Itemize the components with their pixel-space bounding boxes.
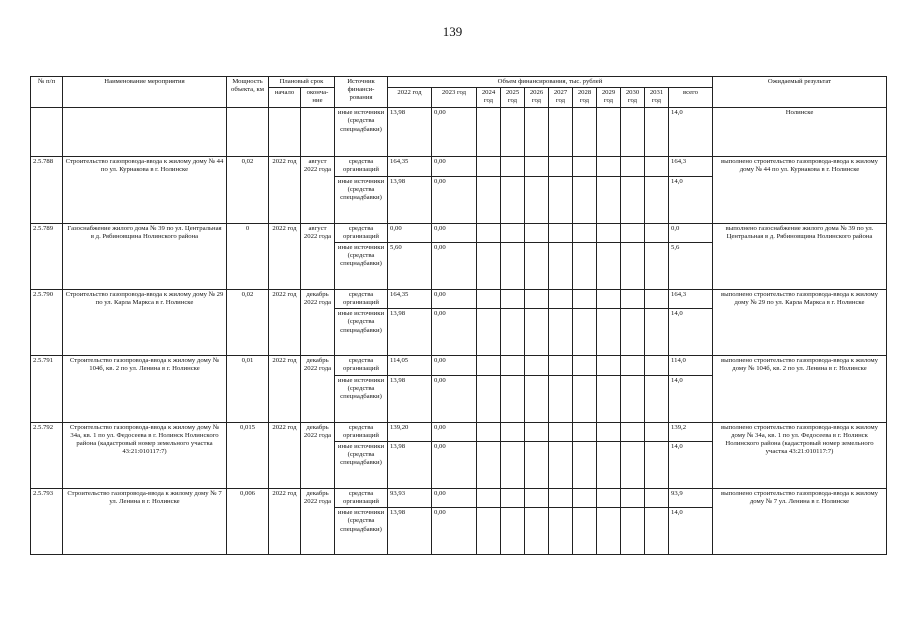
term-start: 2022 год [269, 289, 301, 355]
value-2022: 0,00 [388, 223, 432, 242]
funding-source: иные источники (средства спецнадбавки) [335, 508, 388, 555]
header-year: 2022 год [388, 88, 432, 108]
header-term-end: оконча-ние [301, 88, 335, 108]
value-total: 14,0 [669, 309, 713, 356]
row-number: 2.5.788 [31, 157, 63, 223]
header-year: 2029 год [597, 88, 621, 108]
measure-name: Газоснабжение жилого дома № 39 по ул. Центральная в д. Рябиновщина Нолинского района [63, 223, 227, 289]
header-year: 2026 год [525, 88, 549, 108]
header-year: 2031 год [645, 88, 669, 108]
value-2023: 0,00 [432, 508, 477, 555]
value-total: 93,9 [669, 488, 713, 507]
funding-source: средства организаций [335, 488, 388, 507]
funding-source: средства организаций [335, 356, 388, 375]
value-2022: 164,35 [388, 157, 432, 176]
value-2022: 13,98 [388, 108, 432, 157]
header-total: всего [669, 88, 713, 108]
value-2022: 13,98 [388, 375, 432, 422]
row-number: 2.5.793 [31, 488, 63, 554]
expected-result: выполнено строительство газопровода-ввода к жилому дому № 44 по ул. Курнакова в г. Нолинске [713, 157, 887, 223]
expected-result: выполнено строительство газопровода-ввода к жилому дому № 104б, кв. 2 по ул. Ленина в г. Нолинске [713, 356, 887, 422]
row-number: 2.5.789 [31, 223, 63, 289]
financing-table [30, 76, 887, 555]
value-total: 14,0 [669, 108, 713, 157]
value-2023: 0,00 [432, 422, 477, 441]
value-total: 114,0 [669, 356, 713, 375]
value-2023: 0,00 [432, 289, 477, 308]
capacity: 0,01 [227, 356, 269, 422]
term-end: декабрь 2022 года [301, 289, 335, 355]
table-header [31, 77, 887, 108]
measure-name: Строительство газопровода-ввода к жилому дому № 104б, кв. 2 по ул. Ленина в г. Нолинске [63, 356, 227, 422]
value-2022: 164,35 [388, 289, 432, 308]
value-2022: 13,98 [388, 309, 432, 356]
funding-source: иные источники (средства спецнадбавки) [335, 309, 388, 356]
value-total: 164,3 [669, 289, 713, 308]
capacity: 0,02 [227, 289, 269, 355]
value-2022: 93,93 [388, 488, 432, 507]
term-start: 2022 год [269, 157, 301, 223]
value-total: 14,0 [669, 508, 713, 555]
term-start: 2022 год [269, 356, 301, 422]
measure-name: Строительство газопровода-ввода к жилому дому № 29 по ул. Карла Маркса в г. Нолинске [63, 289, 227, 355]
table-row [31, 488, 887, 507]
value-2023: 0,00 [432, 108, 477, 157]
row-number: 2.5.791 [31, 356, 63, 422]
header-source: Источник финанси-рования [335, 77, 388, 108]
capacity: 0,006 [227, 488, 269, 554]
term-end: август 2022 года [301, 223, 335, 289]
page-number: 139 [442, 24, 463, 39]
header-year: 2024 год [477, 88, 501, 108]
value-2023: 0,00 [432, 176, 477, 223]
header-year: 2027 год [549, 88, 573, 108]
header-capacity: Мощность объекта, км [227, 77, 269, 108]
value-total: 14,0 [669, 176, 713, 223]
header-result: Ожидаемый результат [713, 77, 887, 108]
term-end: август 2022 года [301, 157, 335, 223]
expected-result: выполнено строительство газопровода-ввода к жилому дому № 34а, кв. 1 по ул. Федосеева в г. Нолинск Нолинского района (кадастровый номер земельного участка 43:21:010117:7) [713, 422, 887, 488]
funding-source: иные источники (средства спецнадбавки) [335, 242, 388, 289]
header-year: 2023 год [432, 88, 477, 108]
term-start: 2022 год [269, 223, 301, 289]
table-row [31, 157, 887, 176]
header-term-start: начало [269, 88, 301, 108]
capacity: 0,015 [227, 422, 269, 488]
value-2023: 0,00 [432, 223, 477, 242]
value-2023: 0,00 [432, 309, 477, 356]
value-total: 139,2 [669, 422, 713, 441]
value-2022: 13,98 [388, 508, 432, 555]
measure-name: Строительство газопровода-ввода к жилому дому № 34а, кв. 1 по ул. Федосеева в г. Нолинск Нолинского района (кадастровый номер земельного участка 43:21:010117:7) [63, 422, 227, 488]
value-total: 5,6 [669, 242, 713, 289]
value-2022: 139,20 [388, 422, 432, 441]
term-end: декабрь 2022 года [301, 356, 335, 422]
funding-source: средства организаций [335, 289, 388, 308]
expected-result: выполнено газоснабжение жилого дома № 39 по ул. Центральная в д. Рябиновщина Нолинского района [713, 223, 887, 289]
funding-source: иные источники (средства спецнадбавки) [335, 108, 388, 157]
funding-source: средства организаций [335, 157, 388, 176]
value-total: 14,0 [669, 375, 713, 422]
value-2022: 13,98 [388, 441, 432, 488]
expected-result: выполнено строительство газопровода-ввода к жилому дому № 7 ул. Ленина в г. Нолинске [713, 488, 887, 554]
table-row [31, 422, 887, 441]
term-start: 2022 год [269, 422, 301, 488]
header-funding: Объем финансирования, тыс. рублей [388, 77, 713, 88]
value-2022: 114,05 [388, 356, 432, 375]
header-year: 2028 год [573, 88, 597, 108]
value-total: 0,0 [669, 223, 713, 242]
term-end: декабрь 2022 года [301, 422, 335, 488]
table-row [31, 223, 887, 242]
term-start: 2022 год [269, 488, 301, 554]
term-end: декабрь 2022 года [301, 488, 335, 554]
table-row [31, 289, 887, 308]
table-row [31, 356, 887, 375]
funding-source: иные источники (средства спецнадбавки) [335, 441, 388, 488]
funding-source: средства организаций [335, 223, 388, 242]
funding-source: средства организаций [335, 422, 388, 441]
header-year: 2025 год [501, 88, 525, 108]
value-2023: 0,00 [432, 375, 477, 422]
value-total: 164,3 [669, 157, 713, 176]
header-name: Наименование мероприятия [63, 77, 227, 108]
row-number: 2.5.790 [31, 289, 63, 355]
capacity: 0 [227, 223, 269, 289]
header-term: Плановый срок [269, 77, 335, 88]
expected-result: Нолинске [713, 108, 887, 157]
value-2023: 0,00 [432, 242, 477, 289]
capacity: 0,02 [227, 157, 269, 223]
value-2023: 0,00 [432, 488, 477, 507]
funding-source: иные источники (средства спецнадбавки) [335, 375, 388, 422]
table-row-continuation [31, 108, 887, 157]
value-total: 14,0 [669, 441, 713, 488]
funding-source: иные источники (средства спецнадбавки) [335, 176, 388, 223]
header-num: № п/п [31, 77, 63, 108]
measure-name: Строительство газопровода-ввода к жилому дому № 44 по ул. Курнакова в г. Нолинске [63, 157, 227, 223]
value-2023: 0,00 [432, 356, 477, 375]
value-2022: 5,60 [388, 242, 432, 289]
value-2023: 0,00 [432, 441, 477, 488]
header-year: 2030 год [621, 88, 645, 108]
row-number: 2.5.792 [31, 422, 63, 488]
measure-name: Строительство газопровода-ввода к жилому дому № 7 ул. Ленина в г. Нолинске [63, 488, 227, 554]
value-2022: 13,98 [388, 176, 432, 223]
value-2023: 0,00 [432, 157, 477, 176]
expected-result: выполнено строительство газопровода-ввода к жилому дому № 29 по ул. Карла Маркса в г. Нолинске [713, 289, 887, 355]
